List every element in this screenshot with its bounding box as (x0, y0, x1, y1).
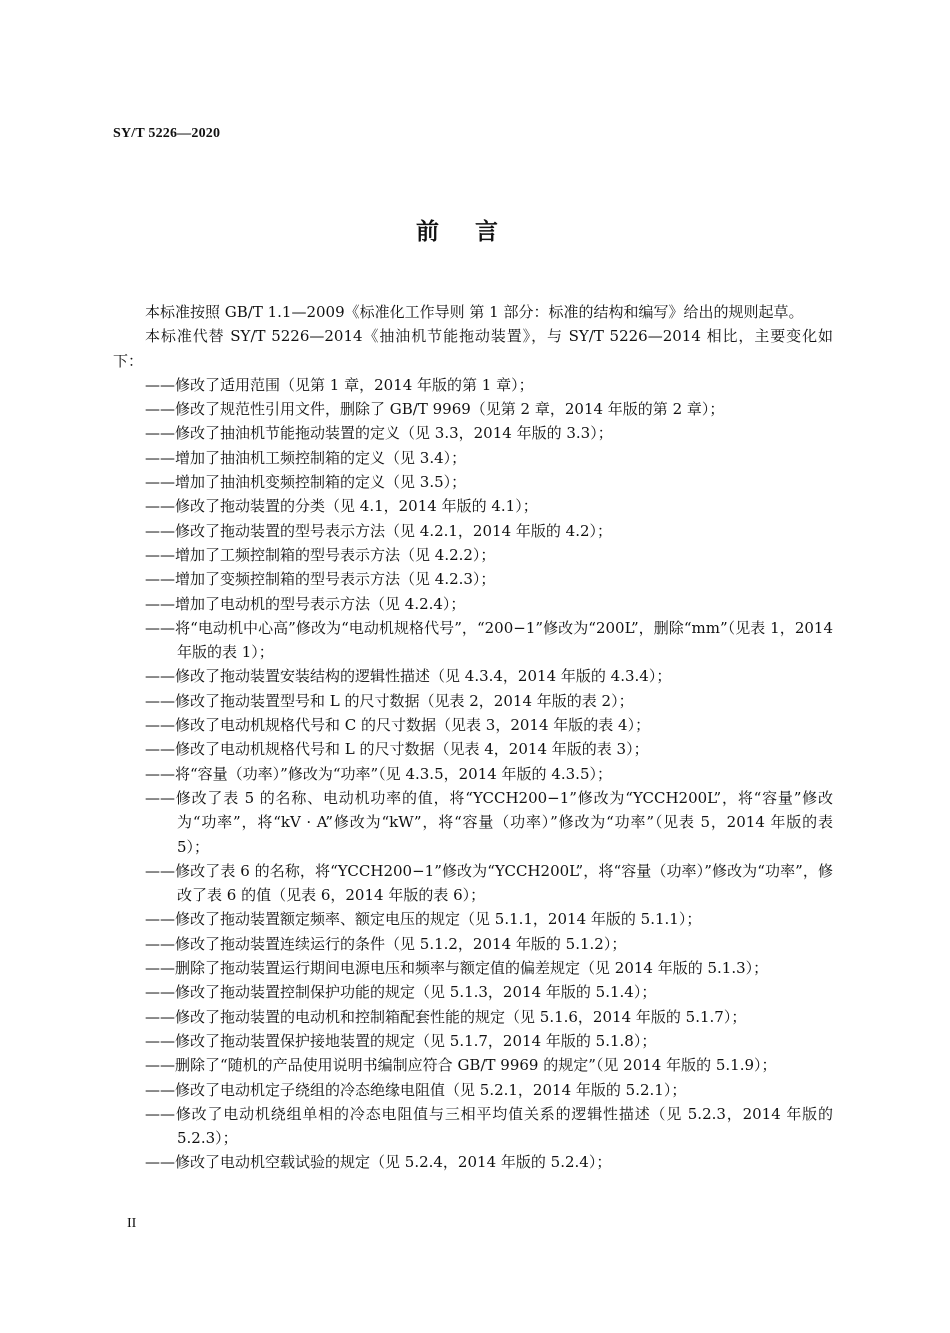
page-title: 前言 (416, 219, 534, 245)
list-item: ——修改了电动机规格代号和 C 的尺寸数据（见表 3，2014 年版的表 4）； (145, 716, 651, 735)
changes-list (113, 373, 833, 1175)
list-item: ——增加了电动机的型号表示方法（见 4.2.4）； (145, 594, 466, 613)
list-item: ——增加了变频控制箱的型号表示方法（见 4.2.3）； (145, 570, 496, 589)
list-item: ——将“电动机中心高”修改为“电动机规格代号”，“200−1”修改为“200L”，删除“mm”（见表 1，2014 年版的表 1）； (145, 618, 833, 662)
page-number: II (127, 1216, 137, 1231)
list-item: ——修改了电动机空载试验的规定（见 5.2.4，2014 年版的 5.2.4）； (145, 1153, 612, 1172)
list-item: ——修改了电动机规格代号和 L 的尺寸数据（见表 4，2014 年版的表 3）； (145, 740, 649, 759)
foreword-body (113, 300, 833, 1175)
list-item: ——修改了拖动装置的分类（见 4.1，2014 年版的 4.1）； (145, 497, 538, 516)
intro-paragraph: 本标准按照 GB/T 1.1—2009《标准化工作导则 第 1 部分：标准的结构和编写》给出的规则起草。 (145, 303, 804, 321)
list-item: ——修改了拖动装置的型号表示方法（见 4.2.1，2014 年版的 4.2）； (145, 521, 613, 540)
list-item: ——修改了电动机绕组单相的冷态电阻值与三相平均值关系的逻辑性描述（见 5.2.3，2014 年版的 5.2.3）； (145, 1104, 833, 1148)
list-item: ——修改了抽油机节能拖动装置的定义（见 3.3，2014 年版的 3.3）； (145, 424, 613, 443)
list-item: ——修改了拖动装置连续运行的条件（见 5.1.2，2014 年版的 5.1.2）； (145, 934, 627, 953)
list-item: ——修改了电动机定子绕组的冷态绝缘电阻值（见 5.2.1，2014 年版的 5.2.1）； (145, 1080, 687, 1099)
list-item: ——将“容量（功率）”修改为“功率”（见 4.3.5，2014 年版的 4.3.5）； (145, 764, 612, 783)
list-item: ——修改了拖动装置额定频率、额定电压的规定（见 5.1.1，2014 年版的 5.1.1）； (145, 910, 702, 929)
list-item: ——修改了拖动装置的电动机和控制箱配套性能的规定（见 5.1.6，2014 年版的 5.1.7）； (145, 1007, 747, 1026)
list-item: ——修改了表 5 的名称、电动机功率的值，将“YCCH200−1”修改为“YCCH200L”，将“容量”修改为“功率”，将“kV · A”修改为“kW”，将“容量（功率）”修改为“功率”（见表 5，2014 年版的表 5）； (145, 788, 833, 856)
list-item: ——修改了拖动装置保护接地装置的规定（见 5.1.7，2014 年版的 5.1.8）； (145, 1031, 657, 1050)
list-item: ——修改了拖动装置安装结构的逻辑性描述（见 4.3.4，2014 年版的 4.3.4）； (145, 667, 672, 686)
list-item: ——修改了适用范围（见第 1 章，2014 年版的第 1 章）； (145, 375, 534, 394)
list-item: ——修改了拖动装置控制保护功能的规定（见 5.1.3，2014 年版的 5.1.4）； (145, 983, 657, 1002)
list-item: ——增加了抽油机变频控制箱的定义（见 3.5）； (145, 473, 467, 492)
list-item: ——增加了工频控制箱的型号表示方法（见 4.2.2）； (145, 545, 496, 564)
list-item: ——删除了“随机的产品使用说明书编制应符合 GB/T 9969 的规定”（见 2014 年版的 5.1.9）； (145, 1056, 777, 1075)
intro-paragraph: 本标准代替 SY/T 5226—2014《抽油机节能拖动装置》，与 SY/T 5226—2014 相比，主要变化如下： (113, 327, 833, 370)
list-item: ——增加了抽油机工频控制箱的定义（见 3.4）； (145, 448, 467, 467)
list-item: ——删除了拖动装置运行期间电源电压和频率与额定值的偏差规定（见 2014 年版的 5.1.3）； (145, 959, 769, 978)
standard-code: SY/T 5226—2020 (113, 126, 221, 141)
list-item: ——修改了拖动装置型号和 L 的尺寸数据（见表 2，2014 年版的表 2）； (145, 691, 634, 710)
list-item: ——修改了规范性引用文件，删除了 GB/T 9969（见第 2 章，2014 年版的第 2 章）； (145, 400, 725, 419)
list-item: ——修改了表 6 的名称，将“YCCH200−1”修改为“YCCH200L”，将“容量（功率）”修改为“功率”，修改了表 6 的值（见表 6，2014 年版的表 6）； (145, 861, 833, 905)
